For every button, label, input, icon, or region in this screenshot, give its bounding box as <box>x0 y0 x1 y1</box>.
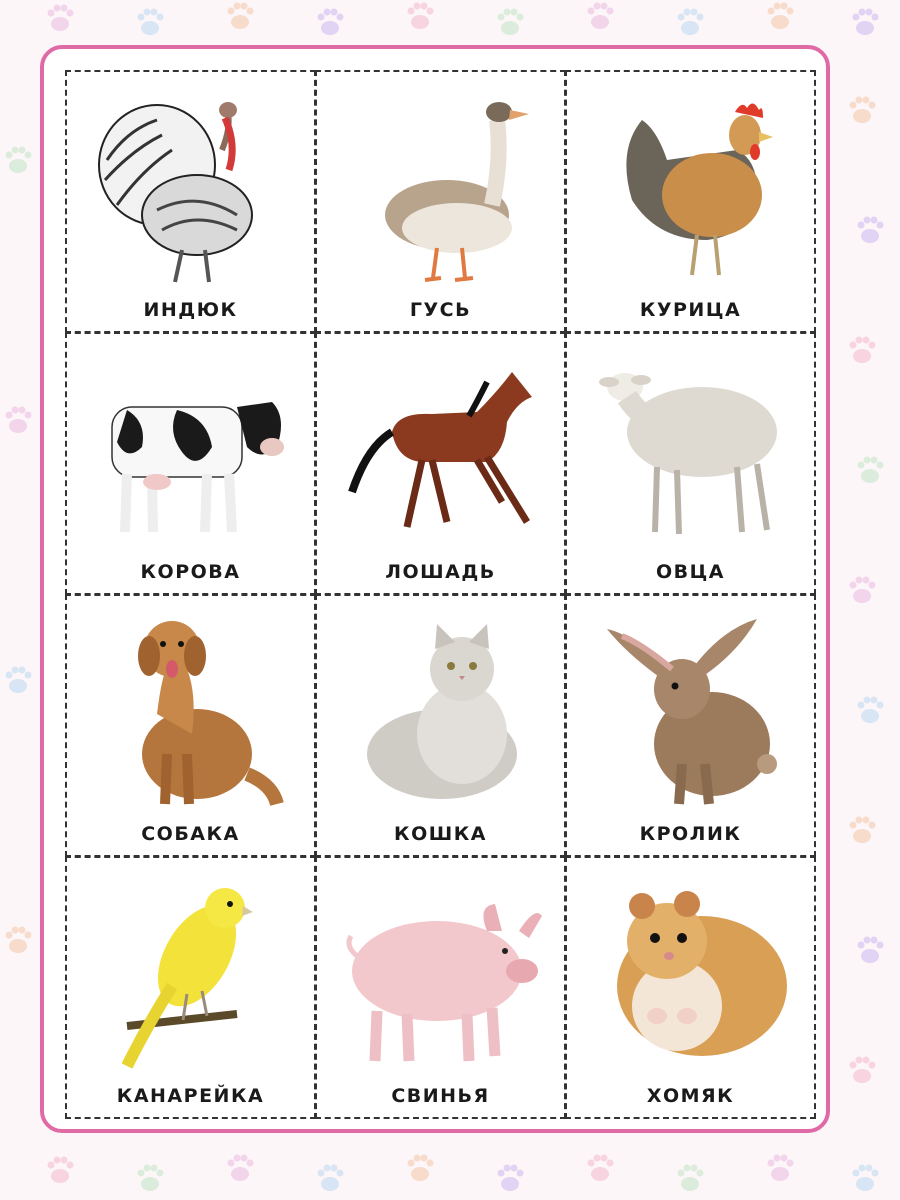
animal-card[interactable] <box>315 70 566 333</box>
animal-label: ГУСЬ <box>409 299 472 321</box>
animal-label: КОШКА <box>394 823 487 845</box>
animal-label: ИНДЮК <box>143 299 238 321</box>
pig-icon <box>337 876 547 1076</box>
animal-card[interactable] <box>65 332 316 595</box>
rabbit-icon <box>587 614 797 814</box>
animal-label: ОВЦА <box>656 561 725 583</box>
animal-card[interactable] <box>565 332 816 595</box>
dog-icon <box>87 614 297 814</box>
goose-icon <box>337 90 547 290</box>
turkey-icon <box>87 90 297 290</box>
animal-card[interactable] <box>565 70 816 333</box>
animal-label: ХОМЯК <box>646 1085 735 1107</box>
cow-icon <box>87 352 297 552</box>
animal-card[interactable] <box>565 856 816 1119</box>
sheep-icon <box>587 352 797 552</box>
animal-card[interactable] <box>315 594 566 857</box>
animal-card[interactable] <box>65 70 316 333</box>
animal-card[interactable] <box>65 594 316 857</box>
animal-label: СОБАКА <box>141 823 240 845</box>
animal-card[interactable] <box>315 856 566 1119</box>
canary-icon <box>87 876 297 1076</box>
hamster-icon <box>587 876 797 1076</box>
horse-icon <box>337 352 547 552</box>
card-sheet-frame <box>40 45 830 1133</box>
animal-card[interactable] <box>315 332 566 595</box>
cat-icon <box>337 614 547 814</box>
animal-label: КОРОВА <box>140 561 241 583</box>
hen-icon <box>587 90 797 290</box>
animal-label: КУРИЦА <box>639 299 742 321</box>
animal-card[interactable] <box>565 594 816 857</box>
animal-label: КАНАРЕЙКА <box>116 1085 265 1107</box>
animal-label: ЛОШАДЬ <box>385 561 496 583</box>
animal-label: КРОЛИК <box>639 823 742 845</box>
animal-card-grid <box>66 71 816 1119</box>
animal-label: СВИНЬЯ <box>391 1085 490 1107</box>
animal-card[interactable] <box>65 856 316 1119</box>
